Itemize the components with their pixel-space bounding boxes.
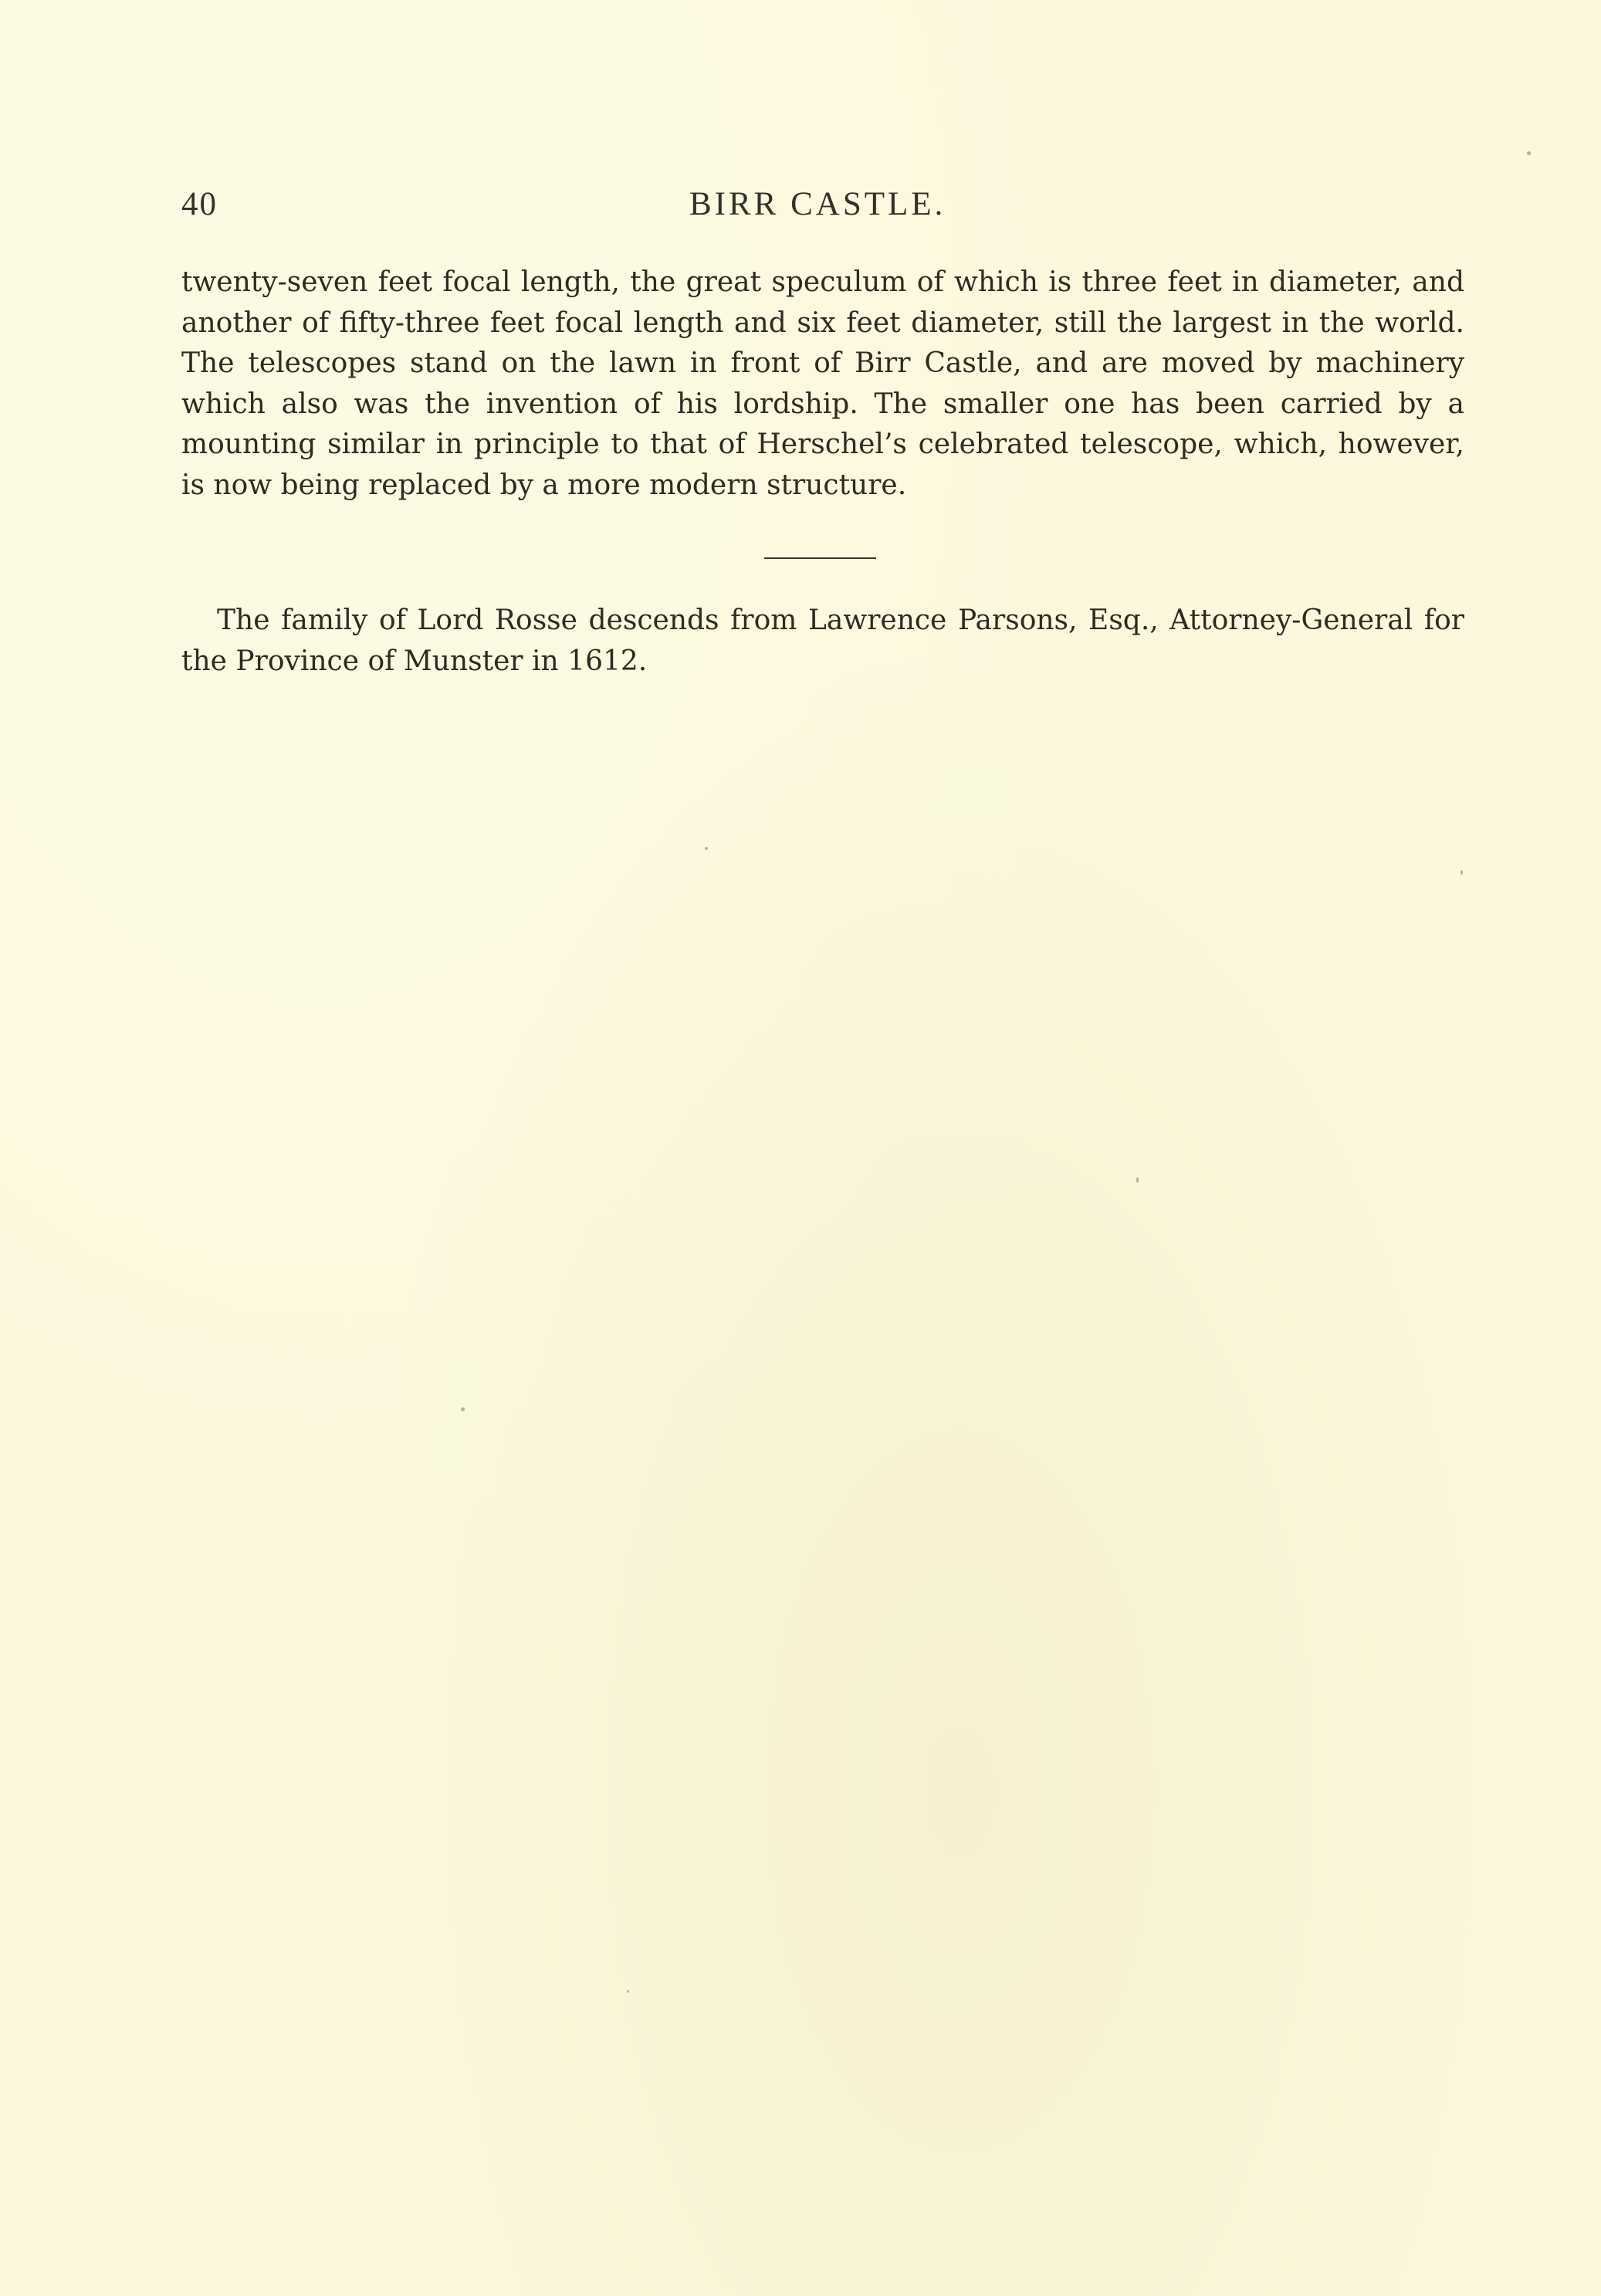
page-number: 40 <box>181 186 218 222</box>
paper-speck <box>627 1990 629 1993</box>
page-header <box>181 185 1464 232</box>
body-paragraph-2: The family of Lord Rosse descends from Lawrence Parsons, Esq., Attorney-General for the Province of Munster in 1612. <box>181 604 1464 677</box>
paper-speck <box>1461 870 1463 875</box>
paper-speck <box>705 847 708 850</box>
section-divider <box>764 557 876 559</box>
paper-speck <box>461 1407 465 1411</box>
running-head: BIRR CASTLE. <box>689 186 946 222</box>
paper-speck <box>1136 1177 1139 1183</box>
paper-speck <box>1527 151 1531 155</box>
body-paragraph-1: twenty-seven feet focal length, the great speculum of which is three feet in diameter, and another of fifty-three feet focal length and six feet diameter, still the largest in the world. The telescopes stand on the lawn in front of Birr Castle, and are moved by machinery which also was the invention of his lordship. The smaller one has been carried by a mounting similar in principle to that of Herschel’s celebrated telescope, which, however, is now being replaced by a more modern structure. <box>181 266 1464 501</box>
